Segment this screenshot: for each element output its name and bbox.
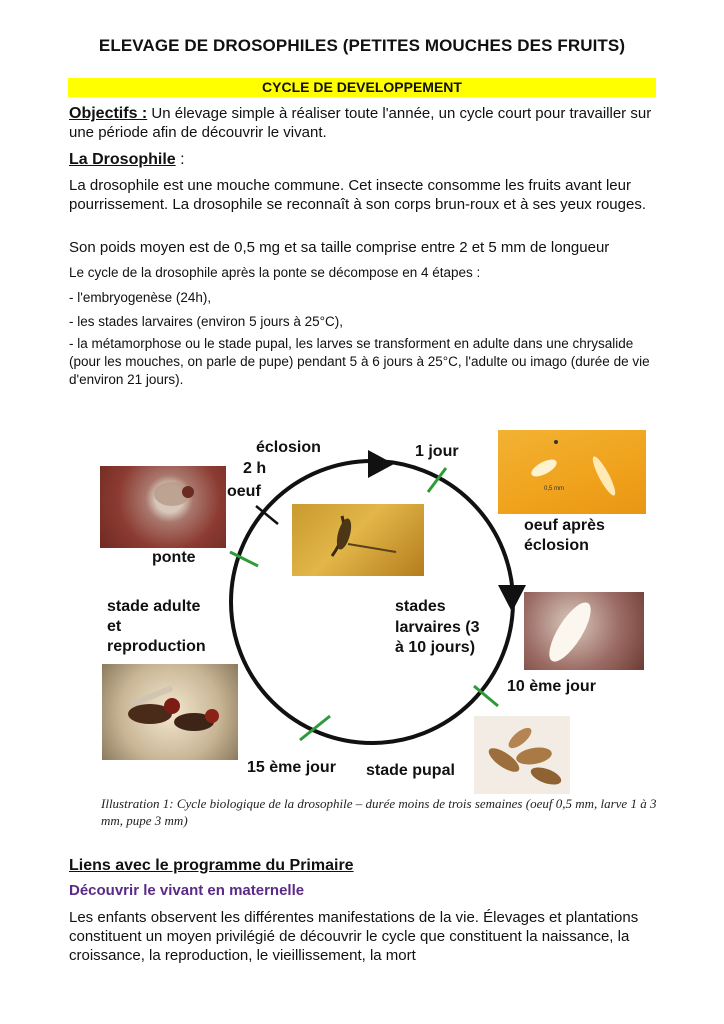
label-stade-adulte: stade adulte	[107, 598, 201, 615]
illustration-caption: Illustration 1: Cycle biologique de la drosophile – durée moins de trois semaines (oeuf 0,5 mm, larve 1 à 3 mm, pupe 3 mm)	[101, 796, 657, 828]
label-et: et	[107, 618, 122, 635]
section-band: CYCLE DE DEVELOPPEMENT	[68, 78, 656, 97]
drosophile-paragraph-2: Son poids moyen est de 0,5 mg et sa taille comprise entre 2 et 5 mm de longueur	[69, 239, 610, 256]
drosophile-colon: :	[175, 151, 185, 168]
mating-flies-icon	[102, 664, 238, 760]
liens-heading-line	[69, 856, 659, 875]
ponte-photo	[100, 466, 226, 548]
liens-heading: Liens avec le programme du Primaire	[69, 857, 354, 874]
eggs-icon	[498, 430, 646, 514]
label-stades: stades	[395, 598, 446, 615]
label-oeuf: oeuf	[227, 483, 261, 500]
label-reproduction: reproduction	[107, 638, 206, 655]
larva-icon	[292, 504, 424, 576]
pupae-photo	[474, 716, 570, 794]
label-2h: 2 h	[243, 460, 267, 477]
label-oeuf-apres: oeuf après	[524, 517, 605, 534]
arrow-head-top	[368, 450, 394, 478]
objectifs-label: Objectifs :	[69, 105, 148, 122]
fly-silhouette-icon	[100, 466, 226, 548]
label-larvaires: larvaires (3	[395, 619, 480, 636]
drosophile-heading-line	[69, 150, 659, 169]
label-15-eme-jour: 15 ème jour	[247, 759, 336, 776]
scale-label: 0,5 mm	[544, 486, 565, 492]
drosophile-paragraph-1: La drosophile est une mouche commune. Cet insecte consomme les fruits avant leur pourrissement. La drosophile se reconnaît à son corps brun-roux et à ses yeux rouges.	[69, 177, 646, 213]
objectifs-text: Un élevage simple à réaliser toute l'année, un cycle court pour travailler sur une période afin de découvrir le vivant.	[69, 105, 652, 141]
label-3-10-jours: à 10 jours)	[395, 639, 476, 656]
drosophile-heading: La Drosophile	[69, 151, 176, 168]
label-stade-pupal: stade pupal	[366, 762, 455, 779]
larva-white-icon	[524, 592, 644, 670]
label-ponte: ponte	[152, 549, 196, 566]
label-10-eme-jour: 10 ème jour	[507, 678, 596, 695]
oeuf-eclosion-photo	[498, 430, 646, 514]
list-item: - l'embryogenèse (24h),	[69, 290, 212, 305]
objectifs-paragraph	[69, 104, 659, 142]
label-eclosion-2: éclosion	[524, 537, 589, 554]
drosophile-paragraph-3: Le cycle de la drosophile après la ponte se décompose en 4 étapes :	[69, 265, 481, 280]
list-item: - la métamorphose ou le stade pupal, les larves se transforment en adulte dans une chrysalide (pour les mouches, on parle de pupe) pendant 5 à 6 jours à 25°C, l'adulte ou imago (durée de vie d'environ 21 jours).	[69, 336, 650, 387]
maternelle-paragraph: Les enfants observent les différentes manifestations de la vie. Élevages et plantations constituent un moyen privilégié de découvrir le cycle que constituent la naissance, la croissance, la reproduction, le vieillissement, la mort	[69, 909, 639, 964]
label-1-jour: 1 jour	[415, 443, 459, 460]
label-eclosion: éclosion	[256, 439, 321, 456]
page-title: ELEVAGE DE DROSOPHILES (PETITES MOUCHES DES FRUITS)	[98, 36, 626, 55]
larva-photo	[524, 592, 644, 670]
list-item: - les stades larvaires (environ 5 jours à 25°C),	[69, 314, 344, 329]
maternelle-subheading: Découvrir le vivant en maternelle	[69, 882, 305, 899]
center-larva-photo	[292, 504, 424, 576]
pupae-icon	[474, 716, 570, 794]
arrow-head-right	[498, 585, 526, 612]
adult-flies-photo	[102, 664, 238, 760]
